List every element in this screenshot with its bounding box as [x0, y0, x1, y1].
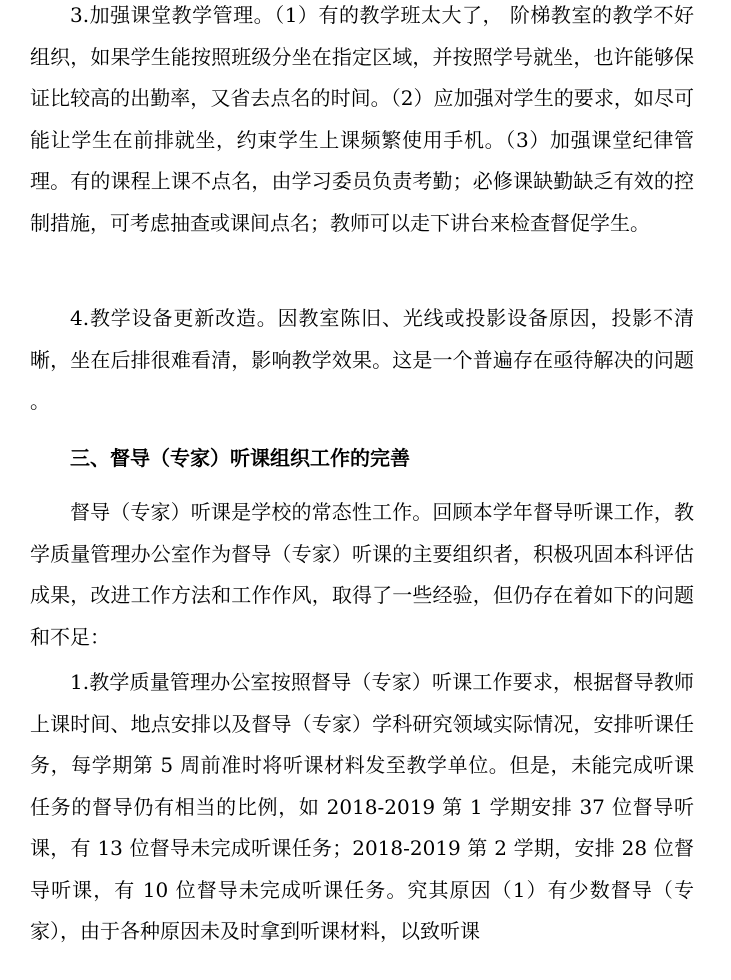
section-heading: 三、督导（专家）听课组织工作的完善: [70, 446, 410, 470]
paragraph-classroom-management: 3.加强课堂教学管理。（1）有的教学班太大了， 阶梯教室的教学不好组织，如果学生能按照班级分坐在指定区域，并按照学号就坐，也许能够保证比较高的出勤率，又省去点名的时间。（2）应加强对学生的要求，如尽可能让学生在前排就坐，约束学生上课频繁使用手机。（3）加强课堂纪律管理。有的课程上课不点名，由学习委员负责考勤；必修课缺勤缺乏有效的控制措施，可考虑抽查或课间点名；教师可以走下讲台来检查督促学生。: [30, 3, 694, 235]
paragraph-supervision-tasks: 1.教学质量管理办公室按照督导（专家）听课工作要求，根据督导教师上课时间、地点安排以及督导（专家）学科研究领域实际情况，安排听课任务，每学期第 5 周前准时将听课材料发至教学单位。但是，未能完成听课任务的督导仍有相当的比例，如 2018-2019 第 1 学期安排 37 位督导听课，有 13 位督导未完成听课任务；2018-2019 第 2 学期，安排 28 位督导听课，有 10 位督导未完成听课任务。究其原因（1）有少数督导（专家），由于各种原因未及时拿到听课材料，以致听课: [30, 670, 694, 943]
paragraph-supervision-intro: 督导（专家）听课是学校的常态性工作。回顾本学年督导听课工作，教学质量管理办公室作为督导（专家）听课的主要组织者，积极巩固本科评估成果，改进工作方法和工作作风，取得了一些经验，但仍存在着如下的问题和不足：: [30, 500, 694, 649]
paragraph-equipment-upgrade: 4.教学设备更新改造。因教室陈旧、光线或投影设备原因，投影不清晰，坐在后排很难看清，影响教学效果。这是一个普遍存在亟待解决的问题 。: [30, 306, 694, 413]
